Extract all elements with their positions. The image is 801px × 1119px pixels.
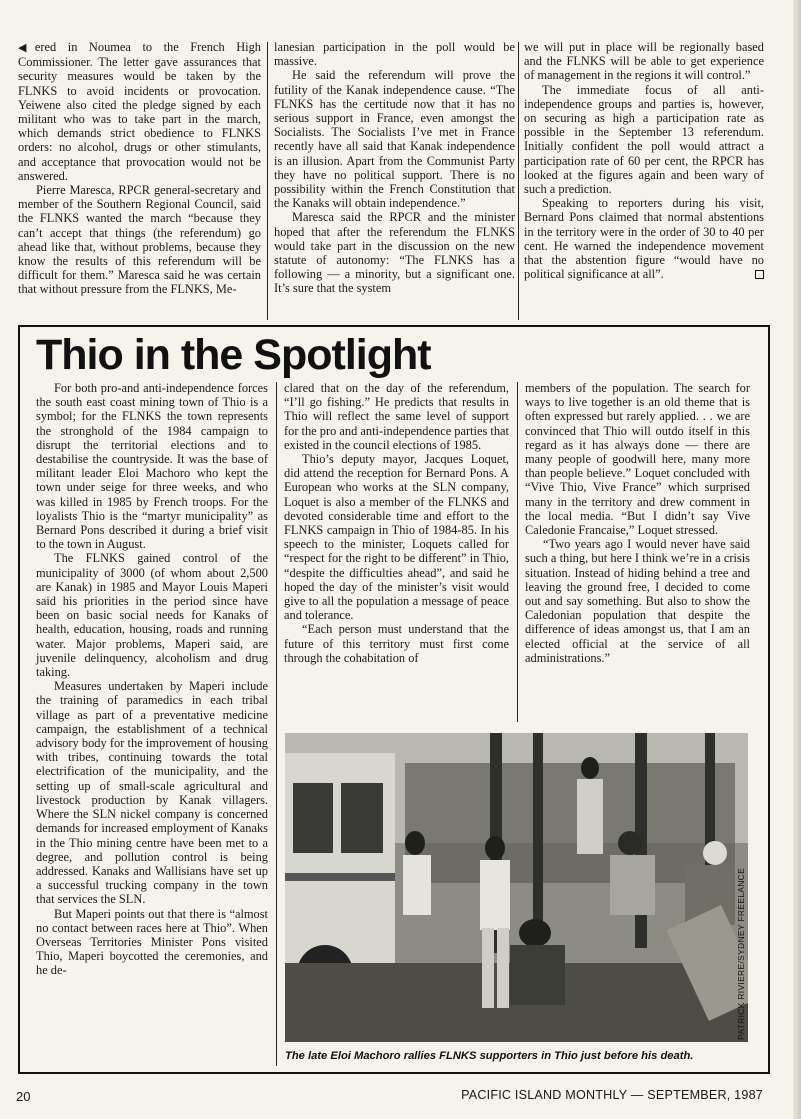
box-top-border [18,325,770,327]
photo-caption: The late Eloi Machoro rallies FLNKS supporters in Thio just before his death. [285,1050,694,1062]
photo-credit: PATRICK RIVIERE/SYDNEY FREELANCE [736,867,746,1040]
paragraph: Pierre Maresca, RPCR general-secretary and member of the Southern Regional Council, said the FLNKS wanted the march “because they can’t accept that things (the referendum) go ahead like that, without problems, because they know the results of this referendum will be difficult for them.” Maresca said he was certain that without pressure from the FLNKS, Me- [18,183,261,297]
paragraph: But Maperi points out that there is “almost no contact between races here at Thio”. When Overseas Territories Minister Pons visited Thio, Maperi boycotted the ceremonies, and he de- [36,906,268,978]
page-number: 20 [16,1089,31,1104]
column-rule [276,382,277,1066]
top-article-column-1 [18,40,261,297]
paragraph: Maresca said the RPCR and the minister hoped that after the referendum the FLNKS would take part in the discussion on the new statute of autonomy: “The FLNKS has a following — a minority, but a significant one. It’s sure that the system [274,210,515,296]
box-article-column-2 [284,381,509,665]
paragraph: we will put in place will be regionally based and the FLNKS will be able to get experience of management in the regions it will control.” [524,40,764,83]
box-article-column-3 [525,381,750,665]
paragraph: Speaking to reporters during his visit, Bernard Pons claimed that normal abstentions in the territory were in the order of 30 to 40 per cent. He warned the independence movement that the abstention figure “would have no political significance at all”. [524,196,764,282]
top-article-column-2 [274,40,515,296]
page-edge [793,0,801,1119]
paragraph: lanesian participation in the poll would be massive. [274,40,515,69]
paragraph: Thio’s deputy mayor, Jacques Loquet, did attend the reception for Bernard Pons. A European who works at the SLN company, Loquet is also a member of the FLNKS and devoted considerable time and effort to the FLNKS campaign in Thio of 1984-85. In his speech to the minister, Loquets called for “respect for the right to be different” in Thio, “despite the difficulties ahead”, and said he hoped the day of the minister’s visit would give to all the population a message of peace and tolerance. [284,452,509,623]
rally-photo-image [285,733,748,1042]
paragraph: members of the population. The search for ways to live together is an old theme that is often expressed but rarely applied. . . we are convinced that Thio will outdo itself in this regard as it has always done — there are many people of goodwill here, many more than people believe.” Loquet concluded with “Vive Thio, Vive France” which surprised many in the territory and drew comment in the local media. “But I didn’t say Vive Caledonie Francaise,” Loquet stressed. [525,381,750,538]
column-rule [517,382,518,722]
continuation-arrow-icon: ◀ [18,41,35,54]
paragraph: “Two years ago I would never have said such a thing, but here I think we’re in a crisis situation. Instead of hiding behind a tree and leaving the ground free, I decided to come out and say something. But also to show the Caledonian population that despite the difference of ideas amongst us, that I am an elected official at the service of all administrations.” [525,537,750,665]
paragraph: ◀ered in Noumea to the French High Commissioner. The letter gave assurances that security measures would be taken by the FLNKS to avoid incidents or provocation. Yeiwene also cited the pledge signed by each militant who was to take part in the march, which demands strict obedience to FLNKS orders: no alcohol, drugs or other stimulants, and acceptance that provocation would not be answered. [18,40,262,183]
rally-photo [285,733,748,1042]
paragraph: The FLNKS gained control of the municipality of 3000 (of whom about 2,500 are Kanak) in 1985 and Mayor Louis Maperi said his priorities in the period since have been on basic social needs for Kanaks of health, education, housing, roads and running water. Major problems, Maperi said, are juvenile delinquency, alcoholism and drug taking. [36,551,268,680]
end-of-article-icon [755,270,764,279]
paragraph: He said the referendum will prove the futility of the Kanak independence cause. “The FLNKS has the certitude now that it has no serious support in France, even amongst the Socialists. The Socialists I’ve met in France recently have all said that Kanak independence is an illusion. Apart from the Communist Party they have no political support. There is no possibility within the French Constitution that the Kanaks will obtain independence.” [274,68,515,211]
box-right-border [768,325,770,1073]
paragraph: Measures undertaken by Maperi include the training of paramedics in each tribal village as part of a preventative medicine campaign, the establishment of a technical advisory body for the improvement of housing with tribes, continuing towards the total electrification of the municipality, and the setting up of small-scale agricultural and livestock production by Kanak villagers. Where the SLN nickel company is concerned demands for increased employment of Kanaks in the Thio mining centre have been met to a degree, and pollution control is being addressed. Kanaks and Wallisians have set up a successful trucking company in the town that services the SLN. [36,679,268,907]
paragraph: clared that on the day of the referendum, “I’ll go fishing.” He predicts that results in Thio will reflect the same level of support for the pro and anti-independence parties that existed in the council elections of 1985. [284,381,510,452]
publication-footer: PACIFIC ISLAND MONTHLY — SEPTEMBER, 1987 [461,1088,763,1102]
paragraph: The immediate focus of all anti-independence groups and parties is, however, on securing as high a participation rate as possible in the September 13 referendum. Initially confident the poll would attract a participation rate of 60 per cent, the RPCR has looked at the figures again and been wary of such a prediction. [524,82,764,197]
box-article-column-1 [36,381,268,978]
paragraph: “Each person must understand that the future of this territory must first come through the cohabitation of [284,622,509,665]
box-left-border [18,325,20,1073]
box-bottom-border [18,1072,770,1074]
paragraph: For both pro-and anti-independence forces the south east coast mining town of Thio is a symbol; for the FLNKS the town represents the stronghold of the 1984 campaign to disrupt the territorial elections and to destabilise the countryside. It was the base of militant leader Eloi Machoro who kept the town under seige for three weeks, and who was killed in 1985 by French troops. For the loyalists Thio is the “martyr municipality” as Bernard Pons described it during a brief visit to the town in August. [36,381,268,552]
column-rule [267,42,268,320]
column-rule [518,42,519,320]
top-article-column-3 [524,40,764,281]
box-headline: Thio in the Spotlight [36,331,431,379]
